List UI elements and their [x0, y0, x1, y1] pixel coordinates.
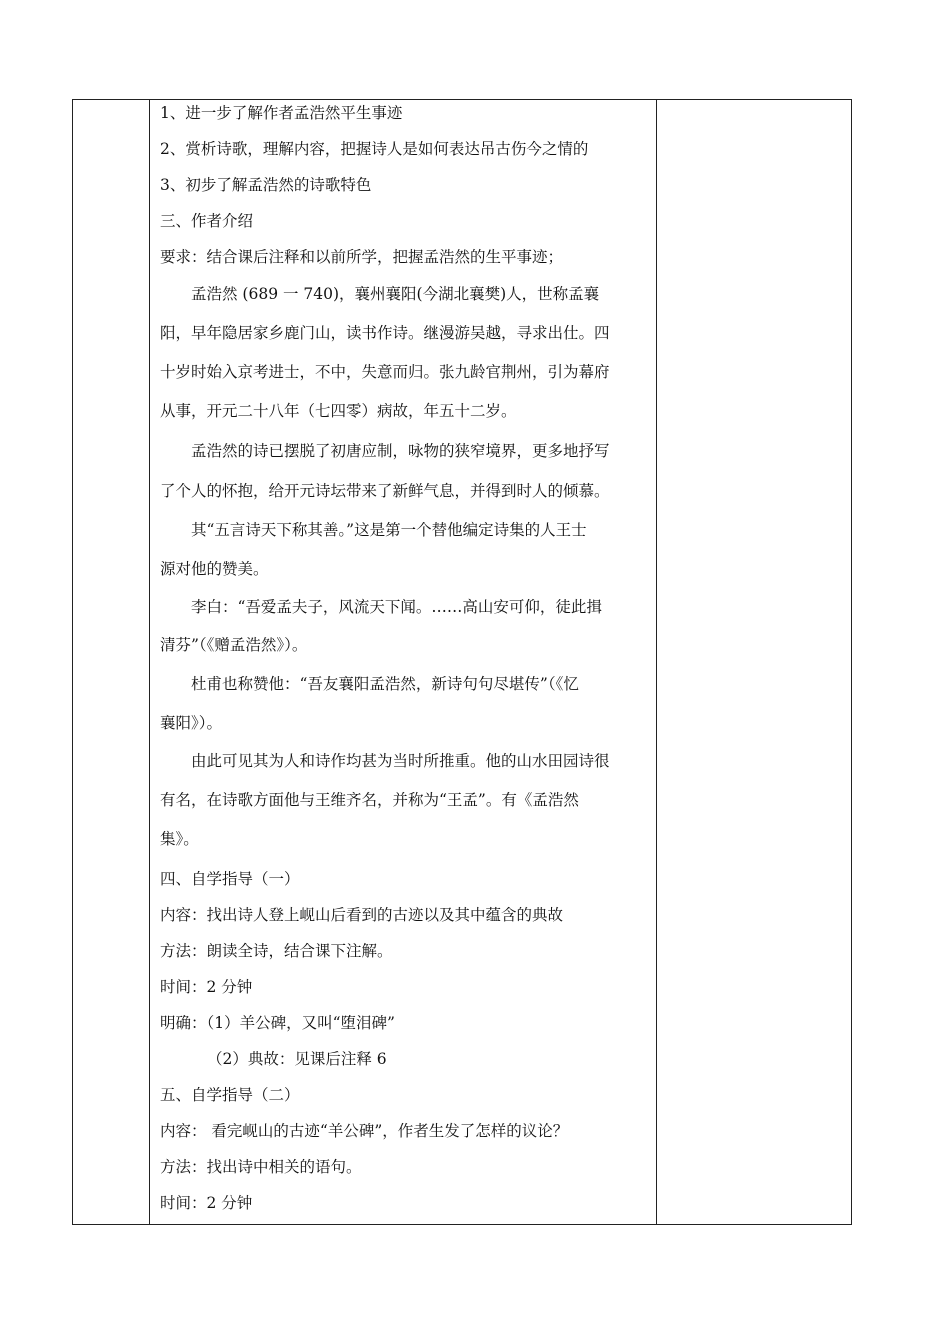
- goal-1: 1、进一步了解作者孟浩然平生事迹: [160, 104, 403, 122]
- author-requirement: 要求：结合课后注释和以前所学，把握孟浩然的生平事迹；: [160, 248, 564, 266]
- praise-dufu-line: 杜甫也称赞他：“吾友襄阳孟浩然，新诗句句尽堪传”（《忆: [191, 675, 579, 693]
- praise-dufu-line: 襄阳》）。: [160, 714, 223, 732]
- study-guide-1-method: 方法：朗读全诗，结合课下注解。: [160, 942, 393, 960]
- praise-wang-line: 其“五言诗天下称其善。”这是第一个替他编定诗集的人王士: [191, 521, 587, 539]
- praise-libai-line: 清芬”（《赠孟浩然》）。: [160, 636, 308, 654]
- author-bio-line: 从事，开元二十八年（七四零）病故，年五十二岁。: [160, 402, 517, 420]
- section-study-guide-1-heading: 四、自学指导（一）: [160, 870, 300, 888]
- goal-3: 3、初步了解孟浩然的诗歌特色: [160, 176, 372, 194]
- author-bio-line: 孟浩然 (689 一 740)，襄州襄阳(今湖北襄樊)人，世称孟襄: [191, 285, 600, 303]
- study-guide-1-answer: 明确：（1）羊公碑，又叫“堕泪碑”: [160, 1014, 395, 1032]
- study-guide-1-content: 内容：找出诗人登上岘山后看到的古迹以及其中蕴含的典故: [160, 906, 564, 924]
- study-guide-2-content: 内容： 看完岘山的古迹“羊公碑”，作者生发了怎样的议论？: [160, 1122, 569, 1140]
- goal-2: 2、赏析诗歌，理解内容，把握诗人是如何表达吊古伤今之情的: [160, 140, 589, 158]
- poetry-style-line: 了个人的怀抱，给开元诗坛带来了新鲜气息，并得到时人的倾慕。: [160, 482, 610, 500]
- table-main-column: [150, 100, 657, 1224]
- study-guide-2-method: 方法：找出诗中相关的语句。: [160, 1158, 362, 1176]
- author-bio-line: 十岁时始入京考进士，不中，失意而归。张九龄官荆州，引为幕府: [160, 363, 610, 381]
- table-left-column: [73, 100, 150, 1224]
- author-bio-line: 阳，早年隐居家乡鹿门山，读书作诗。继漫游吴越，寻求出仕。四: [160, 324, 610, 342]
- table-right-column: [657, 100, 851, 1224]
- study-guide-2-time: 时间：2 分钟: [160, 1194, 253, 1212]
- praise-libai-line: 李白：“吾爱孟夫子，风流天下闻。……高山安可仰，徒此揖: [191, 598, 602, 616]
- summary-line: 有名，在诗歌方面他与王维齐名，并称为“王孟”。有《孟浩然: [160, 791, 579, 809]
- summary-line: 集》。: [160, 830, 199, 848]
- lesson-table: [72, 99, 852, 1225]
- section-author-heading: 三、作者介绍: [160, 212, 254, 230]
- praise-wang-line: 源对他的赞美。: [160, 560, 269, 578]
- study-guide-1-answer: （2）典故：见课后注释 6: [207, 1050, 387, 1068]
- section-study-guide-2-heading: 五、自学指导（二）: [160, 1086, 300, 1104]
- poetry-style-line: 孟浩然的诗已摆脱了初唐应制，咏物的狭窄境界，更多地抒写: [191, 442, 610, 460]
- study-guide-1-time: 时间：2 分钟: [160, 978, 253, 996]
- summary-line: 由此可见其为人和诗作均甚为当时所推重。他的山水田园诗很: [191, 752, 610, 770]
